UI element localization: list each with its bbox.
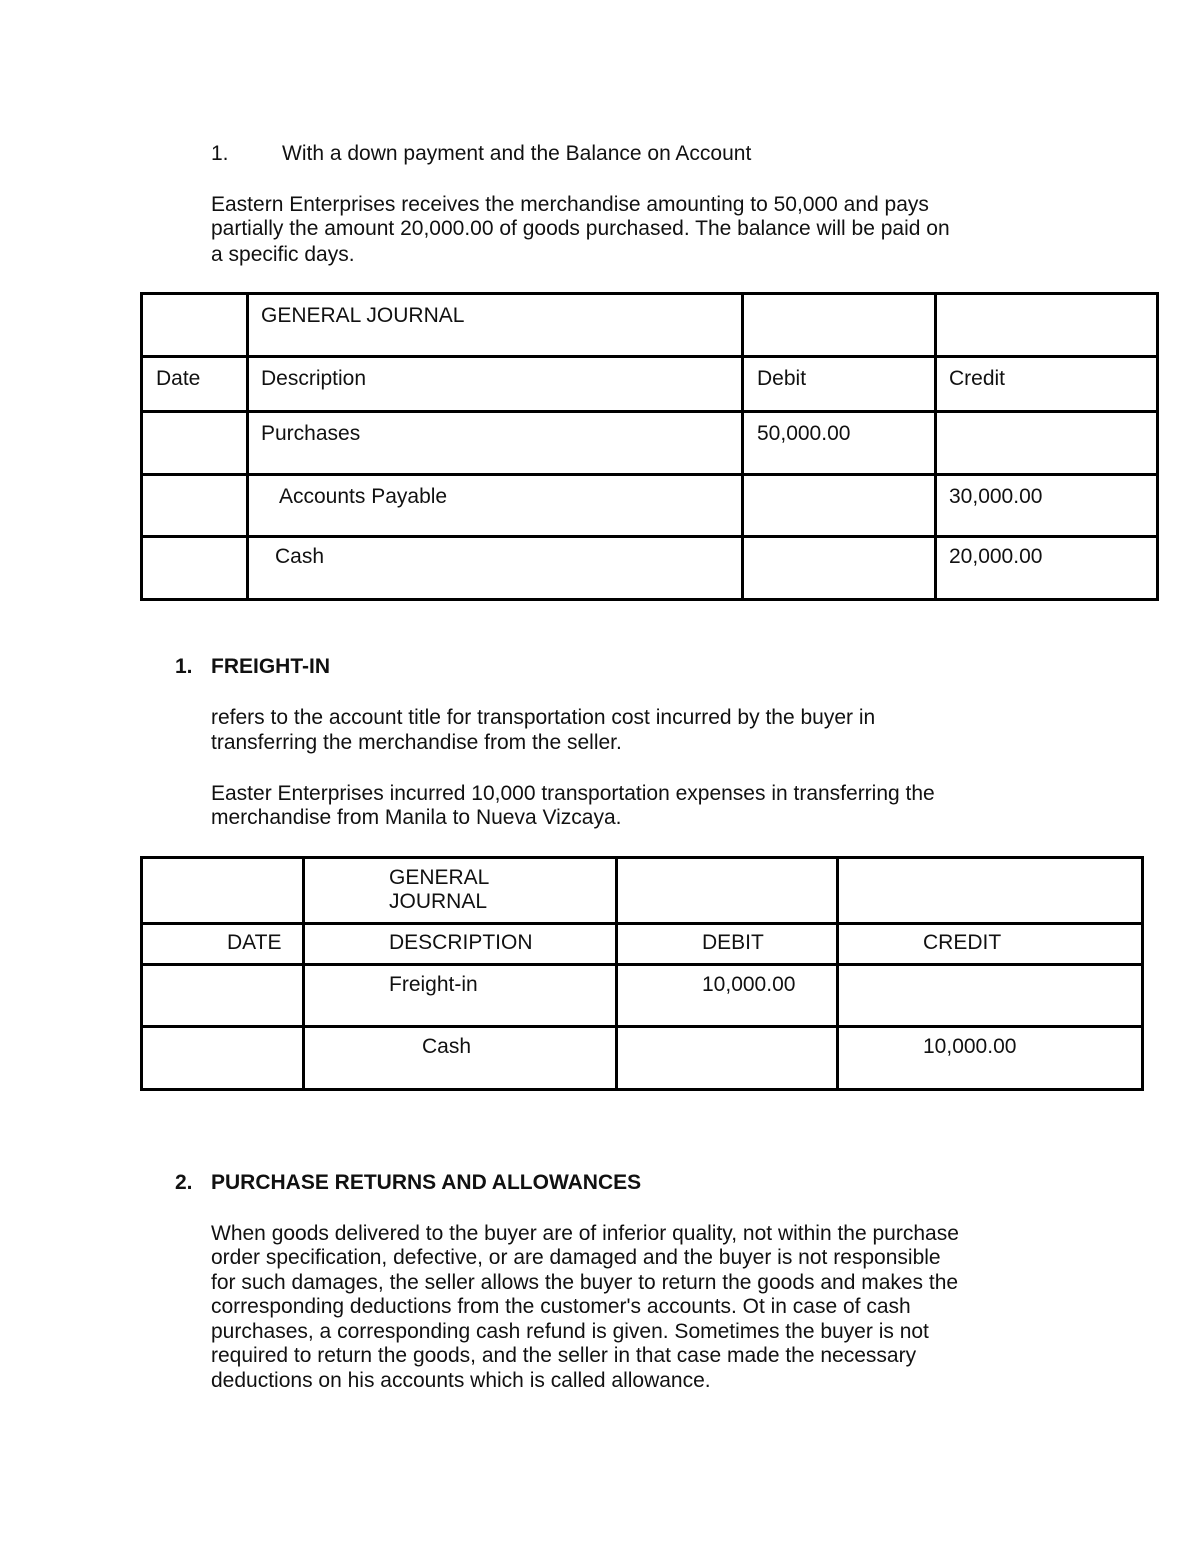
date-cell — [142, 412, 248, 475]
row-description: Freight-in — [389, 973, 478, 996]
header-debit: Debit — [757, 367, 807, 390]
row-debit: 10,000.00 — [702, 973, 796, 996]
date-cell — [142, 537, 248, 600]
section-a-line-2: partially the amount 20,000.00 of goods purchased. The balance will be paid on — [211, 217, 950, 240]
blank-cell — [617, 858, 838, 924]
journal-title-row — [142, 858, 1143, 924]
section-b-heading: FREIGHT-IN — [211, 655, 330, 678]
section-c-line-6: required to return the goods, and the seller in that case made the necessary — [211, 1344, 917, 1367]
description-cell — [248, 412, 743, 475]
section-c-line-5: purchases, a corresponding cash refund is given. Sometimes the buyer is not — [211, 1320, 929, 1343]
debit-cell — [743, 475, 936, 537]
credit-cell — [936, 475, 1158, 537]
journal-header-row — [142, 924, 1143, 965]
section-c-line-7: deductions on his accounts which is called allowance. — [211, 1369, 711, 1392]
row-credit: 30,000.00 — [949, 485, 1043, 508]
description-cell — [248, 475, 743, 537]
journal-row — [142, 412, 1158, 475]
credit-cell — [838, 1027, 1143, 1090]
section-c-number: 2. — [175, 1171, 193, 1194]
section-b-example-2: merchandise from Manila to Nueva Vizcaya. — [211, 806, 622, 829]
description-cell — [248, 537, 743, 600]
section-c-line-2: order specification, defective, or are damaged and the buyer is not responsible — [211, 1246, 941, 1269]
section-a-number: 1. — [211, 142, 229, 165]
blank-cell — [743, 294, 936, 357]
journal-title-row — [142, 294, 1158, 357]
header-description: DESCRIPTION — [389, 931, 533, 954]
section-b-example-1: Easter Enterprises incurred 10,000 transportation expenses in transferring the — [211, 782, 935, 805]
header-credit: Credit — [949, 367, 1006, 390]
header-description-cell — [304, 924, 617, 965]
credit-cell — [936, 412, 1158, 475]
journal-title-line-1: GENERAL — [389, 866, 490, 889]
blank-cell — [142, 294, 248, 357]
row-description: Cash — [275, 545, 325, 568]
blank-cell — [142, 858, 304, 924]
header-credit: CREDIT — [923, 931, 1002, 954]
date-cell — [142, 1027, 304, 1090]
header-date: DATE — [227, 931, 282, 954]
journal-row — [142, 475, 1158, 537]
journal-title-cell — [248, 294, 743, 357]
credit-cell — [838, 965, 1143, 1027]
section-c-heading: PURCHASE RETURNS AND ALLOWANCES — [211, 1171, 642, 1194]
row-description: Cash — [422, 1035, 472, 1058]
general-journal-table-2 — [140, 856, 1144, 1091]
row-description: Accounts Payable — [279, 485, 448, 508]
general-journal-table-1 — [140, 292, 1159, 601]
journal-row — [142, 1027, 1143, 1090]
section-c-line-3: for such damages, the seller allows the buyer to return the goods and makes the — [211, 1271, 959, 1294]
header-description: Description — [261, 367, 367, 390]
section-a-line-3: a specific days. — [211, 243, 355, 266]
section-b-definition-1: refers to the account title for transportation cost incurred by the buyer in — [211, 706, 876, 729]
blank-cell — [936, 294, 1158, 357]
row-credit: 20,000.00 — [949, 545, 1043, 568]
debit-cell — [617, 965, 838, 1027]
credit-cell — [936, 537, 1158, 600]
header-credit-cell — [838, 924, 1143, 965]
row-credit: 10,000.00 — [923, 1035, 1017, 1058]
blank-cell — [838, 858, 1143, 924]
journal-row — [142, 965, 1143, 1027]
section-b-definition-2: transferring the merchandise from the seller. — [211, 731, 622, 754]
journal-title: GENERAL JOURNAL — [261, 304, 465, 327]
header-credit-cell — [936, 357, 1158, 412]
header-description-cell — [248, 357, 743, 412]
row-debit: 50,000.00 — [757, 422, 851, 445]
section-c-line-1: When goods delivered to the buyer are of inferior quality, not within the purchase — [211, 1222, 959, 1245]
section-a-line-1: Eastern Enterprises receives the merchandise amounting to 50,000 and pays — [211, 193, 929, 216]
header-debit-cell — [743, 357, 936, 412]
header-date-cell — [142, 357, 248, 412]
debit-cell — [617, 1027, 838, 1090]
journal-header-row — [142, 357, 1158, 412]
journal-title-cell — [304, 858, 617, 924]
description-cell — [304, 965, 617, 1027]
header-date: Date — [156, 367, 201, 390]
date-cell — [142, 965, 304, 1027]
header-debit-cell — [617, 924, 838, 965]
journal-row — [142, 537, 1158, 600]
description-cell — [304, 1027, 617, 1090]
header-date-cell — [142, 924, 304, 965]
debit-cell — [743, 412, 936, 475]
section-c-line-4: corresponding deductions from the customer's accounts. Ot in case of cash — [211, 1295, 911, 1318]
debit-cell — [743, 537, 936, 600]
section-a-heading: With a down payment and the Balance on Account — [282, 142, 752, 165]
date-cell — [142, 475, 248, 537]
journal-title-line-2: JOURNAL — [389, 890, 488, 913]
section-b-number: 1. — [175, 655, 193, 678]
header-debit: DEBIT — [702, 931, 764, 954]
row-description: Purchases — [261, 422, 361, 445]
